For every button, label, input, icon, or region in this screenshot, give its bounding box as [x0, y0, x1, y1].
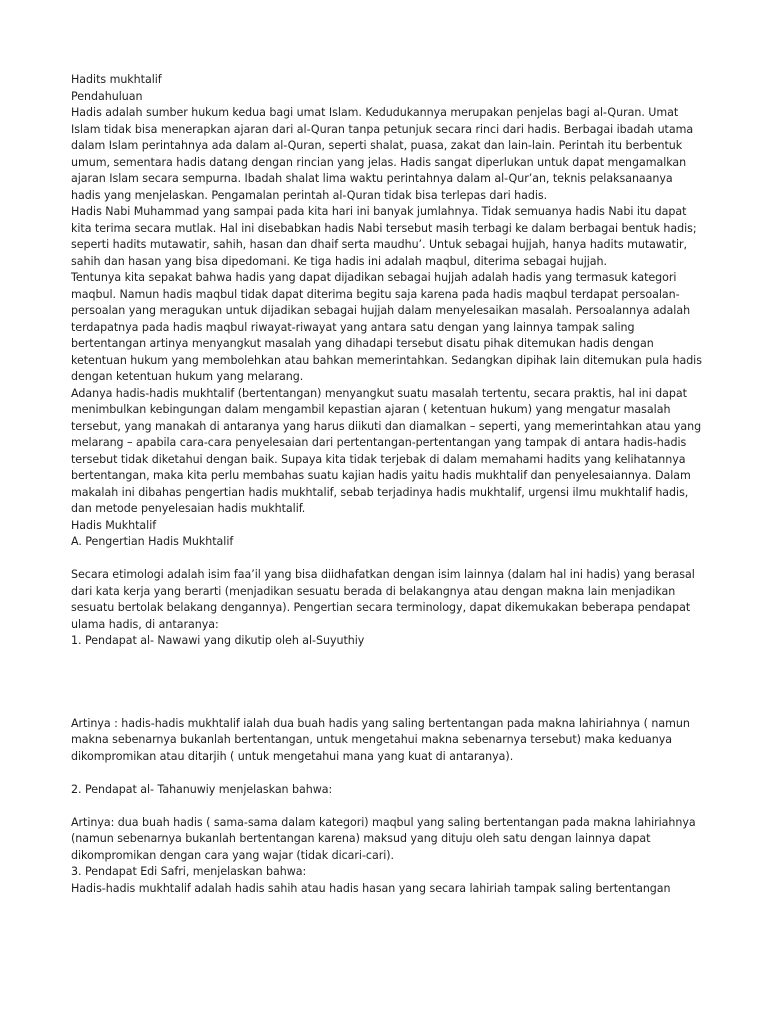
section-heading: Hadis Mukhtalif — [71, 518, 157, 532]
text-line: Secara etimologi adalah isim faa’il yang bisa diidhafatkan dengan isim lainnya (dalam hal ini hadis) yang berasal — [71, 568, 695, 581]
text-line: bertentangan, maka kita perlu membahas suatu kajian hadis yaitu hadis mukhtalif dan penyelesaiannya. Dalam — [71, 469, 691, 482]
text-line: makna sebenarnya bukanlah bertentangan, untuk mengetahui makna sebenarnya tersebut) maka keduanya — [71, 733, 673, 746]
text-line: sahih dan hasan yang bisa dipedomani. Ke tiga hadis ini adalah maqbul, diterima sebagai hujjah. — [71, 254, 607, 268]
text-line: ketentuan hukum yang membolehkan atau bahkan memerintahkan. Sedangkan dipihak lain ditemukan pula hadis — [71, 353, 702, 367]
spacer — [71, 551, 711, 568]
text-line: Artinya : hadis-hadis mukhtalif ialah dua buah hadis yang saling bertentangan pada makna lahiriahnya ( namun — [71, 716, 690, 730]
text-line: makalah ini dibahas pengertian hadis mukhtalif, sebab terjadinya hadis mukhtalif, urgensi ilmu mukhtalif hadis, — [71, 485, 689, 499]
text-line: Hadis Nabi Muhammad yang sampai pada kita hari ini banyak jumlahnya. Tidak semuanya hadis Nabi itu dapat — [71, 205, 687, 218]
text-line: hadis yang menjelaskan. Pengamalan perintah al-Quran tidak bisa terlepas dari hadis. — [71, 188, 548, 202]
spacer — [71, 765, 711, 782]
text-line: sesuatu bertolak belakang dengannya). Pengertian secara terminology, dapat dikemukakan beberapa pendapat — [71, 601, 691, 614]
text-line: dengan ketentuan hukum yang melarang. — [71, 370, 304, 383]
text-line: kita terima secara mutlak. Hal ini disebabkan hadis Nabi tersebut masih terbagi ke dalam berbagai bentuk hadis; — [71, 221, 697, 235]
text-line: Tentunya kita sepakat bahwa hadis yang dapat dijadikan sebagai hujjah adalah hadis yang termasuk kategori — [71, 271, 677, 284]
text-line: tersebut, yang manakah di antaranya yang harus diikuti dan diamalkan – seperti, yang memerintahkan atau yang — [71, 419, 702, 433]
text-line: dikompromikan dengan cara yang wajar (tidak dicari-cari). — [71, 848, 395, 862]
text-line: Adanya hadis-hadis mukhtalif (bertentangan) menyangkut suatu masalah tertentu, secara praktis, hal ini dapat — [71, 386, 687, 400]
text-line: dalam Islam perintahnya ada dalam al-Quran, seperti shalat, puasa, zakat dan lain-lain. Perintah itu berbentuk — [71, 139, 683, 152]
text-line: maqbul. Namun hadis maqbul tidak dapat diterima begitu saja karena pada hadis maqbul terdapat persoalan- — [71, 287, 680, 301]
paragraph-intro — [71, 105, 711, 204]
opinion-edi-safri: 3. Pendapat Edi Safri, menjelaskan bahwa: — [71, 865, 307, 878]
text-line: Artinya: dua buah hadis ( sama-sama dalam kategori) maqbul yang saling bertentangan pada makna lahiriahnya — [71, 815, 696, 829]
spacer — [71, 798, 711, 815]
paragraph-hadis-nabi — [71, 204, 711, 270]
opinion-nawawi: 1. Pendapat al- Nawawi yang dikutip oleh al-Suyuthiy — [71, 634, 365, 647]
document-title: Hadits mukhtalif — [71, 73, 162, 86]
text-line: dan metode penyelesaian hadis mukhtalif. — [71, 502, 306, 515]
paragraph-etimologi — [71, 567, 711, 633]
opinion-tahanuwiy: 2. Pendapat al- Tahanuwiy menjelaskan bahwa: — [71, 782, 333, 796]
text-line: ulama hadis, di antaranya: — [71, 617, 219, 631]
text-line: (namun sebenarnya bukanlah bertentangan karena) maksud yang dituju oleh satu dengan lainnya dapat — [71, 832, 651, 845]
text-line: menimbulkan kebingungan dalam mengambil kepastian ajaran ( ketentuan hukum) yang mengatur masalah — [71, 403, 671, 416]
subsection-heading: A. Pengertian Hadis Mukhtalif — [71, 535, 234, 548]
text-line: dikompromikan atau ditarjih ( untuk mengetahui mana yang kuat di antaranya). — [71, 749, 514, 763]
paragraph-maqbul — [71, 270, 711, 386]
intro-heading: Pendahuluan — [71, 89, 143, 103]
paragraph-artinya-1 — [71, 716, 711, 766]
text-line: Hadis-hadis mukhtalif adalah hadis sahih atau hadis hasan yang secara lahiriah tampak saling bertentangan — [71, 881, 671, 895]
paragraph-artinya-2 — [71, 815, 711, 865]
text-line: Hadis adalah sumber hukum kedua bagi umat Islam. Kedudukannya merupakan penjelas bagi al-Quran. Umat — [71, 106, 679, 119]
text-line: tersebut tidak diketahui dengan baik. Supaya kita tidak terjebak di dalam memahami hadits yang kelihatannya — [71, 452, 686, 466]
text-line: ajaran Islam secara sempurna. Ibadah shalat lima waktu perintahnya dalam al-Qur’an, teknis pelaksanaanya — [71, 172, 673, 185]
text-line: bertentangan artinya menyangkut masalah yang dihadapi tersebut disatu pihak ditemukan hadis dengan — [71, 337, 654, 350]
spacer — [71, 650, 711, 716]
text-line: terdapatnya pada hadis maqbul riwayat-riwayat yang antara satu dengan yang lainnya tampak saling — [71, 320, 635, 334]
text-line: persoalan yang meragukan untuk dijadikan sebagai hujjah dalam menyelesaikan masalah. Persoalannya adalah — [71, 304, 691, 317]
text-line: Islam tidak bisa menerapkan ajaran dari al-Quran tanpa petunjuk secara rinci dari hadis. Berbagai ibadah utama — [71, 122, 694, 136]
paragraph-mukhtalif — [71, 386, 711, 518]
text-line: umum, sementara hadis datang dengan rincian yang jelas. Hadis sangat diperlukan untuk dapat mengamalkan — [71, 155, 687, 169]
text-line: seperti hadits mutawatir, sahih, hasan dan dhaif serta maudhu’. Untuk sebagai hujjah, hanya hadits mutawatir, — [71, 238, 687, 251]
document-body — [71, 72, 711, 897]
text-line: dari kata kerja yang berarti (menjadikan sesuatu berada di belakangnya atau dengan makna lain menjadikan — [71, 584, 676, 598]
text-line: melarang – apabila cara-cara penyelesaian dari pertentangan-pertentangan yang tampak di antara hadis-hadis — [71, 436, 687, 449]
